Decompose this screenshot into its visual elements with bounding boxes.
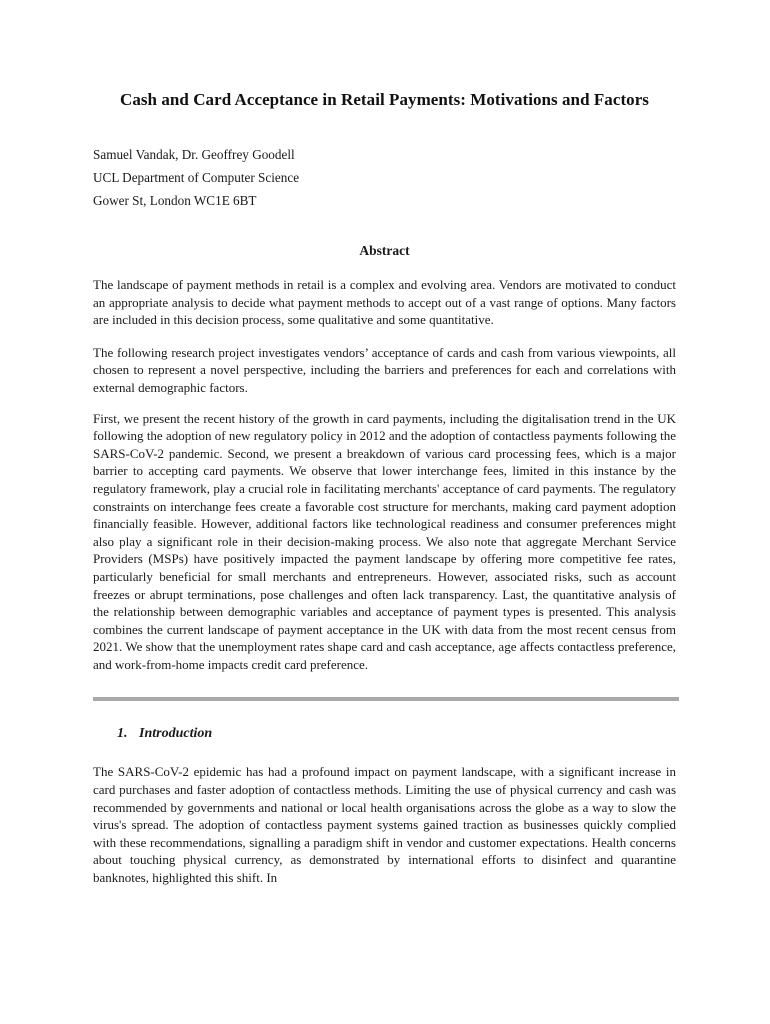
author-block — [93, 143, 676, 212]
author-names: Samuel Vandak, Dr. Geoffrey Goodell — [93, 147, 295, 162]
section-number: 1. — [117, 726, 128, 742]
paper-title: Cash and Card Acceptance in Retail Payments: Motivations and Factors — [120, 90, 649, 109]
section-title: Introduction — [139, 726, 213, 742]
abstract-paragraph: The landscape of payment methods in retail is a complex and evolving area. Vendors are motivated to conduct an appropriate analysis to decide what payment methods to accept out of a vast range of options. Many factors are included in this decision process, some qualitative and some quantitative. — [93, 277, 676, 328]
section-divider — [93, 697, 679, 701]
introduction-paragraph: The SARS-CoV-2 epidemic has had a profound impact on payment landscape, with a significant increase in card purchases and faster adoption of contactless methods. Limiting the use of physical currency and cash was recommended by governments and national or local health organisations across the globe as a way to slow the virus's spread. The adoption of contactless payment systems gained traction as businesses quickly complied with these recommendations, signalling a paradigm shift in vendor and customer expectations. Health concerns about touching physical currency, as demonstrated by international efforts to disinfect and quarantine banknotes, highlighted this shift. In — [93, 764, 676, 886]
author-address: Gower St, London WC1E 6BT — [93, 193, 257, 208]
paper-page — [93, 88, 676, 887]
author-affiliation: UCL Department of Computer Science — [93, 170, 300, 185]
abstract-paragraph: The following research project investigates vendors’ acceptance of cards and cash from various viewpoints, all chosen to represent a novel perspective, including the barriers and preferences for each and correlations with external demographic factors. — [93, 344, 676, 395]
section-heading-introduction — [117, 725, 676, 743]
abstract-paragraph: First, we present the recent history of the growth in card payments, including the digitalisation trend in the UK following the adoption of new regulatory policy in 2012 and the adoption of contactless payments following the SARS-CoV-2 pandemic. Second, we present a breakdown of various card processing fees, which is a major barrier to accepting card payments. We observe that lower interchange fees, limited in this instance by the regulatory framework, play a crucial role in facilitating merchants' acceptance of card payments. The regulatory constraints on interchange fees create a favorable cost structure for merchants, making card payment adoption financially feasible. However, additional factors like technological readiness and consumer preferences might also play a significant role in their decision-making process. We also note that aggregate Merchant Service Providers (MSPs) have positively impacted the payment landscape by offering more competitive fee rates, particularly beneficial for small merchants and entrepreneurs. However, associated risks, such as account freezes or abrupt terminations, pose challenges and often lack transparency. Last, the quantitative analysis of the relationship between demographic variables and acceptance of payment types is presented. This analysis combines the current landscape of payment acceptance in the UK with data from the most recent census from 2021. We show that the unemployment rates shape card and cash acceptance, age affects contactless preference, and work-from-home impacts credit card preference. — [93, 410, 676, 672]
abstract-heading: Abstract — [359, 243, 410, 258]
